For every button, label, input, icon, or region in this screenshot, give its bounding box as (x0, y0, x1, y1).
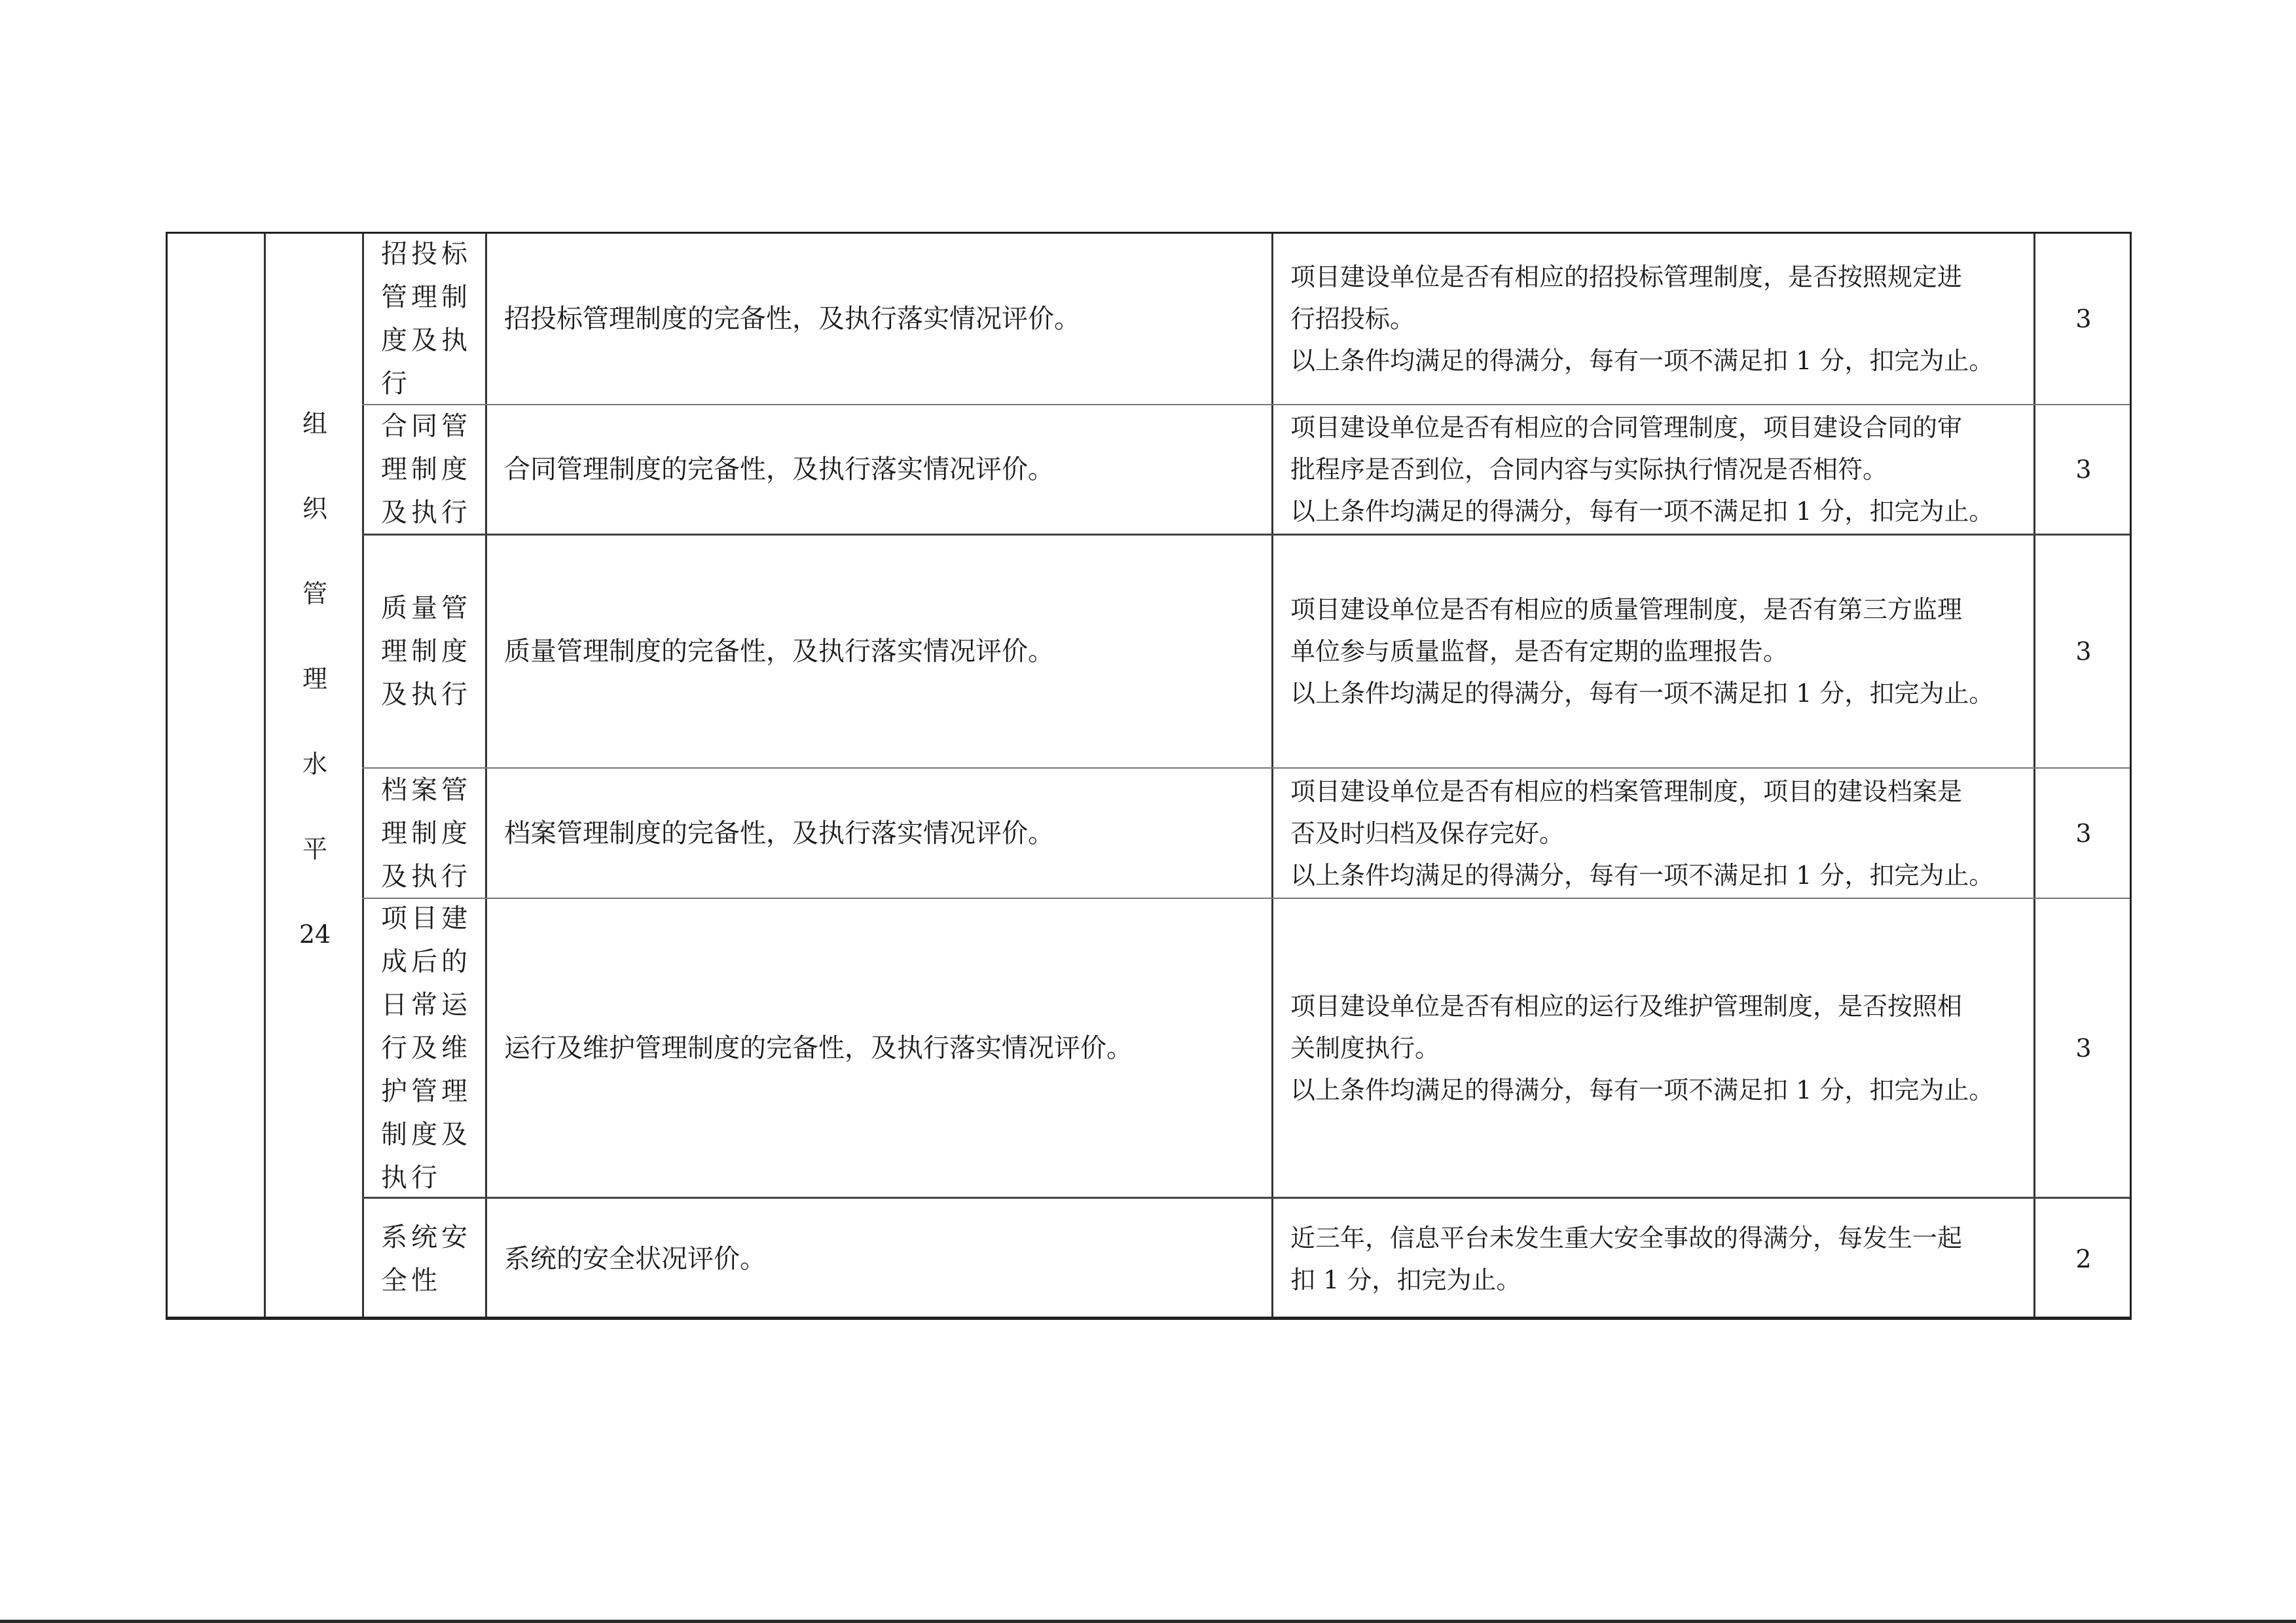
criteria-line: 项目建设单位是否有相应的运行及维护管理制度，是否按照相 (1290, 991, 1963, 1021)
table-row-score (2035, 769, 2132, 898)
criteria-line: 扣 1 分，扣完为止。 (1290, 1265, 1522, 1294)
item-content: 运行及维护管理制度的完备性，及执行落实情况评价。 (504, 1032, 1133, 1063)
category-char: 水 (302, 750, 327, 778)
table-row-content (487, 1199, 1271, 1319)
item-score: 3 (2075, 818, 2092, 848)
criteria-line: 项目建设单位是否有相应的档案管理制度，项目的建设档案是 (1290, 776, 1963, 806)
item-score: 3 (2075, 637, 2092, 666)
item-name: 系统安全性 (381, 1222, 471, 1296)
table-row-name (364, 1199, 485, 1319)
criteria-line: 关制度执行。 (1290, 1033, 1440, 1063)
item-content: 档案管理制度的完备性，及执行落实情况评价。 (504, 818, 1054, 848)
criteria-line: 行招投标。 (1290, 304, 1415, 333)
table-row-name (364, 536, 485, 767)
table-row-score (2035, 234, 2132, 404)
item-name: 招投标管理制度及执行 (381, 239, 471, 399)
item-name: 合同管理制度及执行 (381, 411, 471, 528)
table-row-criteria (1273, 899, 2033, 1197)
criteria-line: 批程序是否到位，合同内容与实际执行情况是否相符。 (1290, 455, 1888, 484)
item-content: 合同管理制度的完备性，及执行落实情况评价。 (504, 454, 1054, 484)
table-row-score (2035, 899, 2132, 1197)
item-name: 项目建成后的日常运行及维护管理制度及执行 (381, 903, 471, 1193)
category-cell (266, 234, 364, 1319)
table-row-name (364, 405, 485, 534)
category-char: 组 (302, 409, 327, 438)
table-row-name (364, 769, 485, 898)
criteria-line: 项目建设单位是否有相应的招投标管理制度，是否按照规定进 (1290, 263, 1963, 291)
item-criteria (1273, 1217, 1969, 1301)
criteria-line: 单位参与质量监督，是否有定期的监理报告。 (1290, 637, 1789, 666)
criteria-line: 以上条件均满足的得满分，每有一项不满足扣 1 分，扣完为止。 (1290, 346, 1994, 375)
table-row-content (487, 899, 1271, 1197)
table-row-criteria (1273, 769, 2033, 898)
table-row-criteria (1273, 536, 2033, 767)
item-content: 系统的安全状况评价。 (504, 1243, 766, 1274)
item-name: 质量管理制度及执行 (381, 593, 471, 710)
evaluation-table (166, 232, 2132, 1320)
criteria-line: 否及时归档及保存完好。 (1290, 818, 1565, 848)
table-row-content (487, 536, 1271, 767)
item-content: 招投标管理制度的完备性，及执行落实情况评价。 (504, 304, 1080, 334)
item-score: 3 (2075, 455, 2092, 484)
table-row-score (2035, 536, 2132, 767)
item-criteria (1273, 771, 2000, 896)
criteria-line: 项目建设单位是否有相应的质量管理制度，是否有第三方监理 (1290, 595, 1963, 624)
item-score: 2 (2075, 1244, 2092, 1273)
criteria-line: 近三年，信息平台未发生重大安全事故的得满分，每发生一起 (1290, 1223, 1963, 1252)
criteria-line: 以上条件均满足的得满分，每有一项不满足扣 1 分，扣完为止。 (1290, 679, 1994, 708)
table-row-content (487, 405, 1271, 534)
page-bottom-edge (0, 1620, 2296, 1623)
item-name: 档案管理制度及执行 (381, 775, 471, 892)
category-char: 理 (302, 665, 327, 693)
item-criteria (1273, 589, 2000, 714)
category-char: 织 (302, 494, 327, 523)
table-row-content (487, 769, 1271, 898)
category-char: 平 (302, 835, 327, 864)
item-criteria (1273, 256, 2000, 382)
item-score: 3 (2075, 1033, 2092, 1063)
item-score: 3 (2075, 304, 2092, 333)
criteria-line: 项目建设单位是否有相应的合同管理制度，项目建设合同的审 (1290, 413, 1963, 442)
table-row-criteria (1273, 234, 2033, 404)
item-criteria (1273, 407, 2000, 532)
table-row-score (2035, 405, 2132, 534)
criteria-line: 以上条件均满足的得满分，每有一项不满足扣 1 分，扣完为止。 (1290, 1075, 1994, 1104)
table-row-content (487, 234, 1271, 404)
criteria-line: 以上条件均满足的得满分，每有一项不满足扣 1 分，扣完为止。 (1290, 497, 1994, 526)
category-score: 24 (299, 920, 331, 949)
table-row-criteria (1273, 1199, 2033, 1319)
criteria-line: 以上条件均满足的得满分，每有一项不满足扣 1 分，扣完为止。 (1290, 860, 1994, 890)
category-char: 管 (302, 579, 327, 608)
table-row-name (364, 234, 485, 404)
table-row-name (364, 899, 485, 1197)
table-row-criteria (1273, 405, 2033, 534)
item-criteria (1273, 985, 2000, 1111)
table-row-score (2035, 1199, 2132, 1319)
item-content: 质量管理制度的完备性，及执行落实情况评价。 (504, 636, 1054, 666)
